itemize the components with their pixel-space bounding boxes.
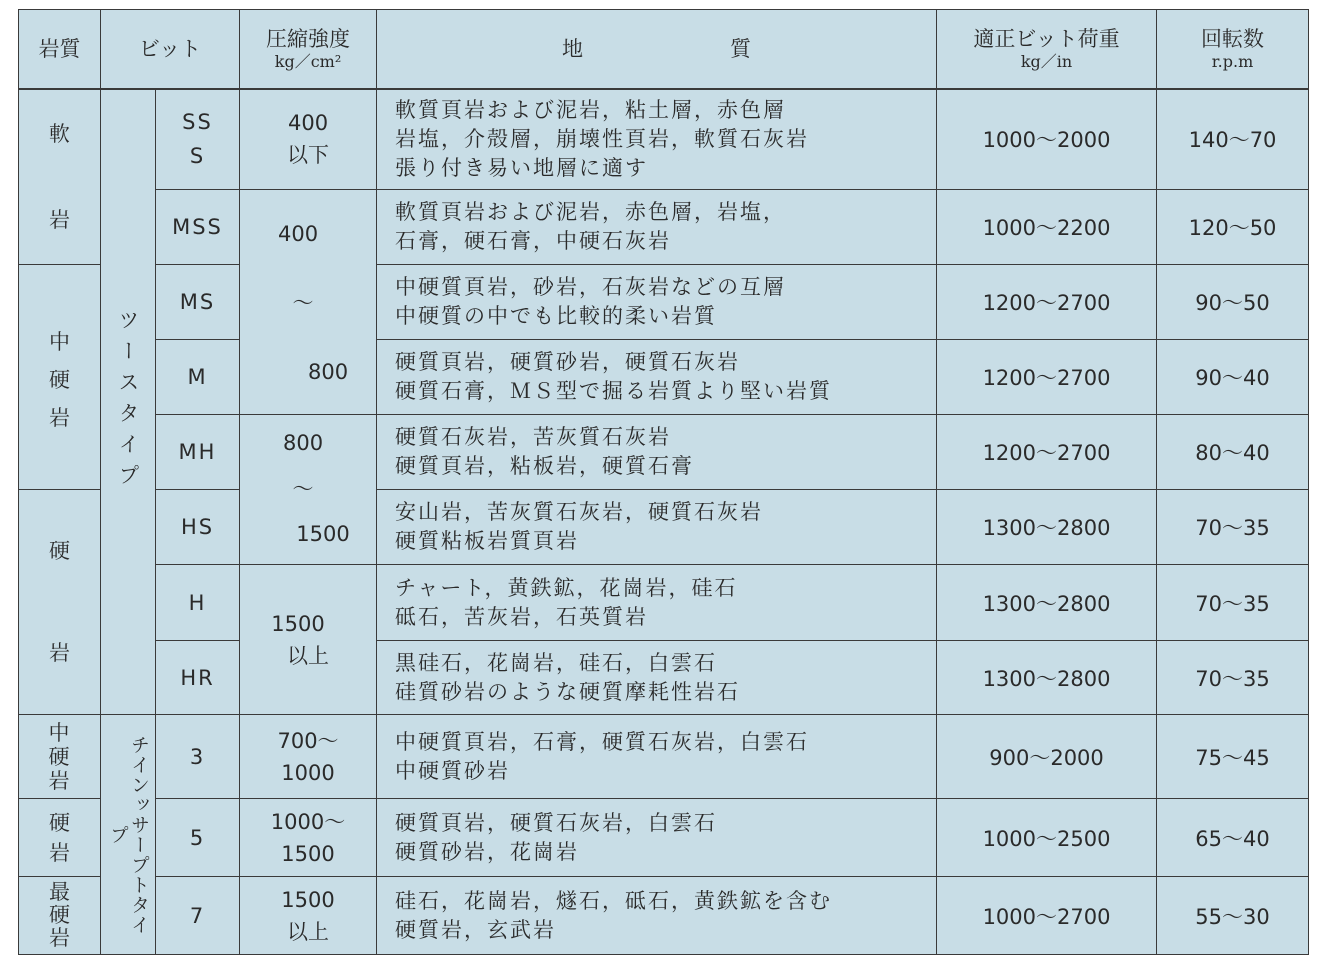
rock-soft-2: 岩 — [49, 207, 70, 232]
geology-m: 硬質頁岩，硬質砂岩，硬質石灰岩 硬質石膏，ＭＳ型で掘る岩質より堅い岩質 — [377, 340, 937, 415]
strength-tilde-2: ～ — [292, 476, 314, 501]
load-mss: 1000～2200 — [937, 190, 1157, 265]
header-strength — [240, 10, 377, 89]
load-7: 1000～2700 — [937, 877, 1157, 955]
header-load-unit: kg／in — [1020, 51, 1073, 71]
geology-mh: 硬質石灰岩，苦灰質石灰岩 硬質頁岩，粘板岩，硬質石膏 — [377, 415, 937, 490]
bit-code-7: 7 — [156, 877, 240, 955]
load-3: 900～2000 — [937, 715, 1157, 799]
bit-code-mss: MSS — [156, 190, 240, 265]
rpm-5: 65～40 — [1157, 799, 1309, 877]
bit-code-5: 5 — [156, 799, 240, 877]
rpm-mss: 120～50 — [1157, 190, 1309, 265]
load-hr: 1300～2800 — [937, 641, 1157, 715]
load-mh: 1200～2700 — [937, 415, 1157, 490]
tooth-type-text: ツースタイプ — [116, 308, 140, 495]
load-m: 1200～2700 — [937, 340, 1157, 415]
rock-insert-hardest: 最硬岩 — [19, 877, 101, 955]
load-ss: 1000～2000 — [937, 89, 1157, 190]
header-geology: 地 質 — [377, 10, 937, 89]
load-5: 1000～2500 — [937, 799, 1157, 877]
rock-soft-1: 軟 — [49, 121, 70, 146]
strength-400-800 — [240, 190, 377, 415]
bit-selection-table — [18, 9, 1309, 955]
rpm-h: 70～35 — [1157, 565, 1309, 641]
rpm-ss: 140～70 — [1157, 89, 1309, 190]
strength-1500: 1500 — [296, 522, 350, 546]
strength-700-1000: 700～ 1000 — [240, 715, 377, 799]
bit-code-ms: MS — [156, 265, 240, 340]
strength-800: 800 — [307, 360, 349, 384]
geology-mss: 軟質頁岩および泥岩，赤色層，岩塩， 石膏，硬石膏，中硬石灰岩 — [377, 190, 937, 265]
load-hs: 1300～2800 — [937, 490, 1157, 565]
rpm-7: 55～30 — [1157, 877, 1309, 955]
header-bit: ビット — [101, 10, 240, 89]
load-h: 1300～2800 — [937, 565, 1157, 641]
strength-1000-1500: 1000～ 1500 — [240, 799, 377, 877]
strength-tilde-1: ～ — [292, 291, 314, 315]
strength-800b: 800 — [282, 431, 324, 455]
rpm-ms: 90～50 — [1157, 265, 1309, 340]
header-strength-label: 圧縮強度 — [266, 26, 351, 51]
header-rpm — [1157, 10, 1309, 89]
strength-800-1500 — [240, 415, 377, 565]
strength-400-below: 400 以下 — [240, 89, 377, 190]
geology-h: チャート，黄鉄鉱，花崗岩，硅石 砥石，苦灰岩，石英質岩 — [377, 565, 937, 641]
rpm-hr: 70～35 — [1157, 641, 1309, 715]
strength-400: 400 — [277, 222, 319, 246]
geology-ms: 中硬質頁岩，砂岩，石灰岩などの互層 中硬質の中でも比較的柔い岩質 — [377, 265, 937, 340]
header-rpm-label: 回転数 — [1201, 26, 1265, 51]
header-rpm-unit: r.p.m — [1211, 51, 1254, 71]
insert-type-label — [101, 715, 156, 955]
bit-code-mh: MH — [156, 415, 240, 490]
bit-code-h: H — [156, 565, 240, 641]
bit-code-hr: HR — [156, 641, 240, 715]
rpm-mh: 80～40 — [1157, 415, 1309, 490]
tooth-type-label — [101, 89, 156, 715]
strength-1500-above: 1500 以上 — [240, 565, 377, 715]
geology-5: 硬質頁岩，硬質石灰岩，白雲石 硬質砂岩，花崗岩 — [377, 799, 937, 877]
rock-insert-medium: 中硬岩 — [19, 715, 101, 799]
bit-code-3: 3 — [156, 715, 240, 799]
bit-code-ss: SS S — [156, 89, 240, 190]
bit-code-m: M — [156, 340, 240, 415]
rock-insert-hard: 硬岩 — [19, 799, 101, 877]
header-strength-unit: kg／cm² — [274, 51, 342, 71]
rpm-hs: 70～35 — [1157, 490, 1309, 565]
geology-hs: 安山岩，苦灰質石灰岩，硬質石灰岩 硬質粘板岩質頁岩 — [377, 490, 937, 565]
geology-hr: 黒硅石，花崗岩，硅石，白雲石 硅質砂岩のような硬質摩耗性岩石 — [377, 641, 937, 715]
rock-hard: 硬 岩 — [19, 490, 101, 715]
header-load — [937, 10, 1157, 89]
header-rock: 岩質 — [19, 10, 101, 89]
rpm-m: 90～40 — [1157, 340, 1309, 415]
insert-type-text: チインッサープトタイプ — [107, 734, 150, 935]
bit-code-hs: HS — [156, 490, 240, 565]
rock-medium-hard: 中 硬 岩 — [19, 265, 101, 490]
geology-3: 中硬質頁岩，石膏，硬質石灰岩，白雲石 中硬質砂岩 — [377, 715, 937, 799]
strength-1500-above-insert: 1500 以上 — [240, 877, 377, 955]
rpm-3: 75～45 — [1157, 715, 1309, 799]
geology-7: 硅石，花崗岩，燧石，砥石，黄鉄鉱を含む 硬質岩，玄武岩 — [377, 877, 937, 955]
load-ms: 1200～2700 — [937, 265, 1157, 340]
rock-soft — [19, 89, 101, 265]
geology-ss: 軟質頁岩および泥岩，粘土層，赤色層 岩塩，介殻層，崩壊性頁岩，軟質石灰岩 張り付き易い地層に適す — [377, 89, 937, 190]
header-load-label: 適正ビット荷重 — [973, 26, 1120, 51]
